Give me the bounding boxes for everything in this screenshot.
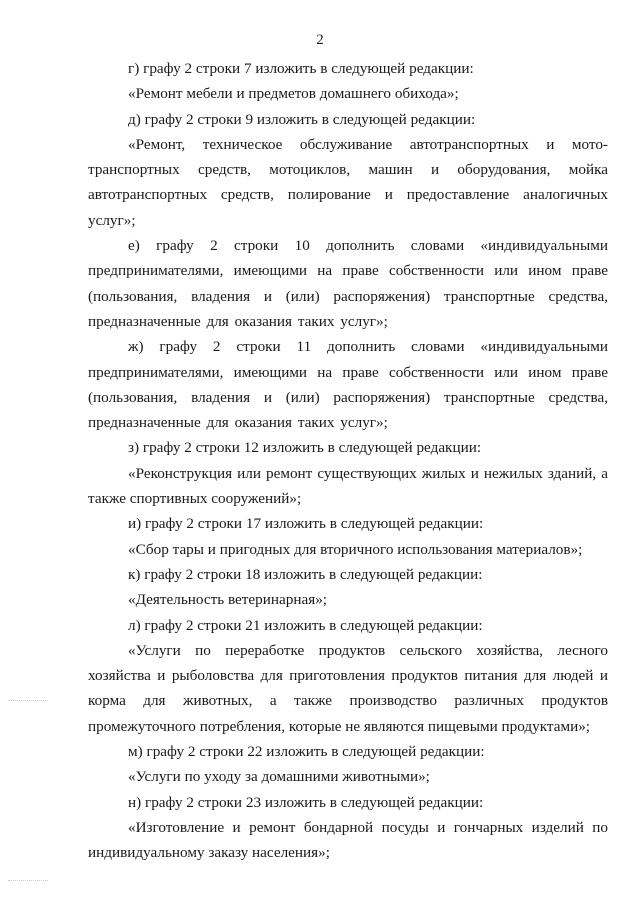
paragraph-z: з) графу 2 строки 12 изложить в следующей редакции: [128, 439, 482, 457]
paragraph-d: д) графу 2 строки 9 изложить в следующей редакции: [128, 110, 476, 128]
paragraph-l: л) графу 2 строки 21 изложить в следующей редакции: [128, 616, 483, 634]
paragraph-k: к) графу 2 строки 18 изложить в следующей редакции: [128, 565, 483, 583]
paragraph-k-text: «Деятельность ветеринарная»; [128, 591, 328, 609]
paragraph-g-text: «Ремонт мебели и предметов домашнего обихода»; [128, 85, 459, 103]
paragraph-e: е) графу 2 строки 10 дополнить словами «индивидуальными предпринимателями, имеющими на праве собственности или ином праве (пользования, владения и (или) распоряжения) транспортные средства, предназначенные для оказания таких услуг»; [88, 237, 608, 330]
paragraph-g: г) графу 2 строки 7 изложить в следующей редакции: [128, 60, 474, 77]
paragraph-n-text: «Изготовление и ремонт бондарной посуды и гончарных изделий по индивидуальному заказу населения»; [88, 818, 608, 862]
paragraph-m: м) графу 2 строки 22 изложить в следующей редакции: [128, 743, 485, 761]
scan-artifact [8, 700, 48, 703]
document-body [88, 56, 608, 866]
paragraph-z-text: «Реконструкция или ремонт существующих жилых и нежилых зданий, а также спортивных сооружений»; [88, 464, 608, 508]
paragraph-n: н) графу 2 строки 23 изложить в следующей редакции: [128, 793, 484, 811]
paragraph-i: и) графу 2 строки 17 изложить в следующей редакции: [128, 515, 484, 533]
scan-artifact [8, 880, 48, 883]
paragraph-zh: ж) графу 2 строки 11 дополнить словами «индивидуальными предпринимателями, имеющими на праве собственности или ином праве (пользования, владения и (или) распоряжения) транспортные средства, предназначенные для оказания таких услуг»; [88, 338, 608, 432]
page-number: 2 [316, 32, 324, 48]
paragraph-m-text: «Услуги по уходу за домашними животными»; [128, 768, 430, 786]
paragraph-i-text: «Сбор тары и пригодных для вторичного использования материалов»; [128, 540, 583, 558]
paragraph-l-text: «Услуги по переработке продуктов сельского хозяйства, лесного хозяйства и рыболовства для приготовления продуктов питания для людей и корма для животных, а также производство различных продуктов промежуточного потребления, которые не являются пищевыми продуктами»; [88, 641, 608, 735]
paragraph-d-text: «Ремонт, техническое обслуживание автотранспортных и мото-транспортных средств, мотоциклов, машин и оборудования, мойка автотранспортных средств, полирование и предоставление аналогичных услуг»; [88, 135, 608, 229]
